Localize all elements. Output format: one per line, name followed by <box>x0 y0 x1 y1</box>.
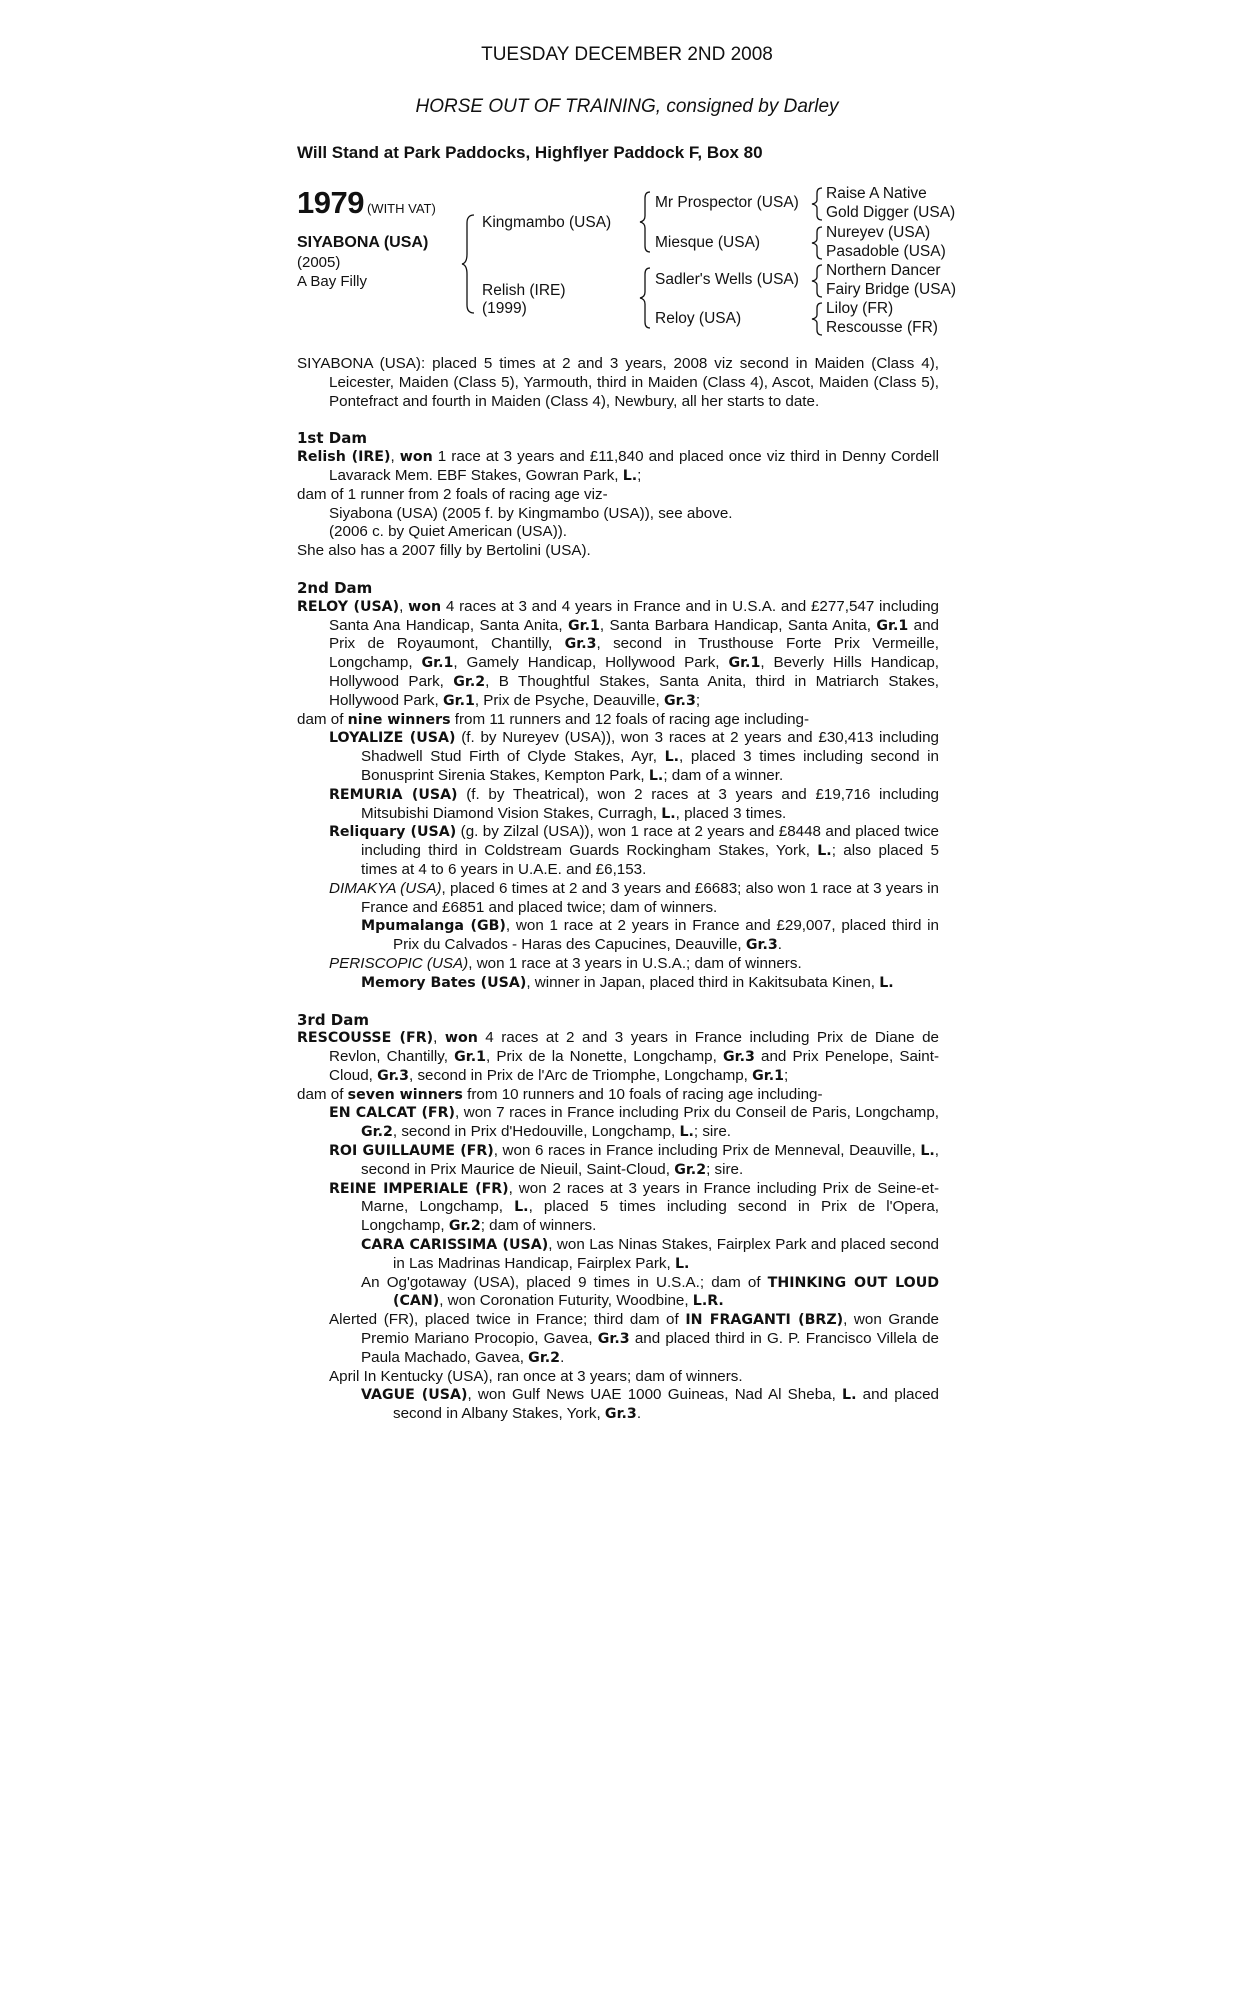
foaling-year: (2005) <box>297 254 341 271</box>
pedigree-gen3-5: Northern Dancer <box>826 262 941 279</box>
offspring-entry: EN CALCAT (FR), won 7 races in France including Prix du Conseil de Paris, Longchamp, Gr.2, second in Prix d'Hedouville, Longchamp, L.; sire. <box>329 1104 939 1141</box>
pedigree-dam: Relish (IRE) <box>482 282 566 299</box>
pedigree-dam-sire: Sadler's Wells (USA) <box>655 271 799 288</box>
pedigree-gen3-3: Nureyev (USA) <box>826 224 931 241</box>
first-dam-produce: dam of 1 runner from 2 foals of racing age viz- <box>297 485 608 503</box>
consignment-line: HORSE OUT OF TRAINING, consigned by Darley <box>415 96 839 117</box>
offspring-entry: Reliquary (USA) (g. by Zilzal (USA)), won 1 race at 2 years and £8448 and placed twice including third in Coldstream Guards Rockingham Stakes, York, L.; also placed 5 times at 4 to 6 years in U.A.E. and £6,153. <box>329 823 939 878</box>
gen3-bracket-1 <box>812 187 824 221</box>
second-dam-produce: dam of nine winners from 11 runners and 12 foals of racing age including- <box>297 710 810 728</box>
gen3-bracket-4 <box>812 302 824 336</box>
horse-name: SIYABONA (USA) <box>297 234 429 251</box>
gen3-bracket-3 <box>812 264 824 298</box>
offspring-entry: Mpumalanga (GB), won 1 race at 2 years in France and £29,007, placed third in Prix du Calvados - Haras des Capucines, Deauville, Gr.3. <box>361 917 939 954</box>
second-dam-heading: 2nd Dam <box>297 578 373 597</box>
offspring-entry: REMURIA (USA) (f. by Theatrical), won 2 races at 3 years and £19,716 including Mitsubishi Diamond Vision Stakes, Curragh, L., placed 3 times. <box>329 785 939 822</box>
offspring-entry: Alerted (FR), placed twice in France; third dam of IN FRAGANTI (BRZ), won Grande Premio Mariano Procopio, Gavea, Gr.3 and placed third in G. P. Francisco Villela de Paula Machado, Gavea, Gr.2. <box>329 1311 939 1366</box>
offspring-entry: PERISCOPIC (USA), won 1 race at 3 years in U.S.A.; dam of winners. <box>329 954 802 972</box>
offspring-line: Siyabona (USA) (2005 f. by Kingmambo (USA)), see above. <box>329 504 733 522</box>
first-dam-name: Relish (IRE) <box>297 449 391 466</box>
pedigree-sire-sire: Mr Prospector (USA) <box>655 194 799 211</box>
lot-number-block <box>297 185 436 221</box>
catalogue-body <box>297 355 939 1424</box>
pedigree-gen3-6: Fairy Bridge (USA) <box>826 281 957 298</box>
pedigree-dam-year: (1999) <box>482 300 527 317</box>
won-label: won <box>399 449 433 466</box>
stand-location: Will Stand at Park Paddocks, Highflyer Paddock F, Box 80 <box>297 143 763 162</box>
offspring-entry: REINE IMPERIALE (FR), won 2 races at 3 years in France including Prix de Seine-et-Marne, Longchamp, L., placed 5 times including second in Prix de l'Opera, Longchamp, Gr.2; dam of winners. <box>329 1179 939 1235</box>
sale-date: TUESDAY DECEMBER 2ND 2008 <box>481 44 773 65</box>
pedigree-gen3-4: Pasadoble (USA) <box>826 243 946 260</box>
pedigree-gen3-2: Gold Digger (USA) <box>826 204 956 221</box>
offspring-entry: CARA CARISSIMA (USA), won Las Ninas Stakes, Fairplex Park and placed second in Las Madrinas Handicap, Fairplex Park, L. <box>361 1236 939 1272</box>
third-dam-record: RESCOUSSE (FR), won 4 races at 2 and 3 years in France including Prix de Diane de Revlon, Chantilly, Gr.1, Prix de la Nonette, Longchamp, Gr.3 and Prix Penelope, Saint-Cloud, Gr.3, second in Prix de l'Arc de Triomphe, Longchamp, Gr.1; <box>297 1029 939 1084</box>
first-dam-record: Relish (IRE), won 1 race at 3 years and £11,840 and placed once viz third in Denny Cordell Lavarack Mem. EBF Stakes, Gowran Park, L.; <box>297 448 939 484</box>
pedigree-gen3-8: Rescousse (FR) <box>826 319 938 336</box>
offspring-entry: Memory Bates (USA), winner in Japan, placed third in Kakitsubata Kinen, L. <box>361 973 894 991</box>
pedigree-sire: Kingmambo (USA) <box>482 214 612 231</box>
third-dam-heading: 3rd Dam <box>297 1010 369 1029</box>
second-dam-name: RELOY (USA) <box>297 598 400 615</box>
gen3-bracket-2 <box>812 226 824 260</box>
pedigree-dam-dam: Reloy (USA) <box>655 310 742 327</box>
offspring-entry: An Og'gotaway (USA), placed 9 times in U.S.A.; dam of THINKING OUT LOUD (CAN), won Coronation Futurity, Woodbine, L.R. <box>361 1273 939 1310</box>
pedigree-sire-dam: Miesque (USA) <box>655 234 761 251</box>
sire-parents-bracket <box>640 191 652 253</box>
first-dam-heading: 1st Dam <box>297 429 367 448</box>
third-dam-name: RESCOUSSE (FR) <box>297 1030 434 1047</box>
offspring-entry: April In Kentucky (USA), ran once at 3 years; dam of winners. <box>329 1367 743 1385</box>
pedigree-gen3-1: Raise A Native <box>826 185 927 202</box>
race-summary: SIYABONA (USA): placed 5 times at 2 and 3 years, 2008 viz second in Maiden (Class 4), Leicester, Maiden (Class 5), Yarmouth, third in Maiden (Class 4), Ascot, Maiden (Class 5), Pontefract and fourth in Maiden (Class 4), Newbury, all her starts to date. <box>297 355 939 410</box>
lot-number: 1979 <box>297 185 364 220</box>
vat-note: (WITH VAT) <box>366 201 436 216</box>
third-dam-produce: dam of seven winners from 10 runners and 10 foals of racing age including- <box>297 1085 823 1103</box>
horse-description: A Bay Filly <box>297 273 368 290</box>
sire-dam-bracket <box>462 214 476 314</box>
second-dam-record: RELOY (USA), won 4 races at 3 and 4 years in France and in U.S.A. and £277,547 including Santa Ana Handicap, Santa Anita, Gr.1, Santa Barbara Handicap, Santa Anita, Gr.1 and Prix de Royaumont, Chantilly, Gr.3, second in Trusthouse Forte Prix Vermeille, Longchamp, Gr.1, Gamely Handicap, Hollywood Park, Gr.1, Beverly Hills Handicap, Hollywood Park, Gr.2, B Thoughtful Stakes, Santa Anita, third in Matriarch Stakes, Hollywood Park, Gr.1, Prix de Psyche, Deauville, Gr.3; <box>297 597 940 709</box>
first-dam-note: She also has a 2007 filly by Bertolini (USA). <box>297 542 591 560</box>
dam-parents-bracket <box>640 267 652 329</box>
offspring-entry: DIMAKYA (USA), placed 6 times at 2 and 3 years and £6683; also won 1 race at 3 years in France and £6851 and placed twice; dam of winners. <box>329 879 939 916</box>
offspring-entry: VAGUE (USA), won Gulf News UAE 1000 Guineas, Nad Al Sheba, L. and placed second in Albany Stakes, York, Gr.3. <box>361 1386 939 1423</box>
offspring-entry: ROI GUILLAUME (FR), won 6 races in France including Prix de Menneval, Deauville, L., second in Prix Maurice de Nieuil, Saint-Cloud, Gr.2; sire. <box>329 1142 939 1178</box>
offspring-entry: LOYALIZE (USA) (f. by Nureyev (USA)), won 3 races at 2 years and £30,413 including Shadwell Stud Firth of Clyde Stakes, Ayr, L., placed 3 times including second in Bonusprint Sirenia Stakes, Kempton Park, L.; dam of a winner. <box>329 729 939 784</box>
pedigree-gen3-7: Liloy (FR) <box>826 300 894 317</box>
offspring-line: (2006 c. by Quiet American (USA)). <box>329 523 568 541</box>
